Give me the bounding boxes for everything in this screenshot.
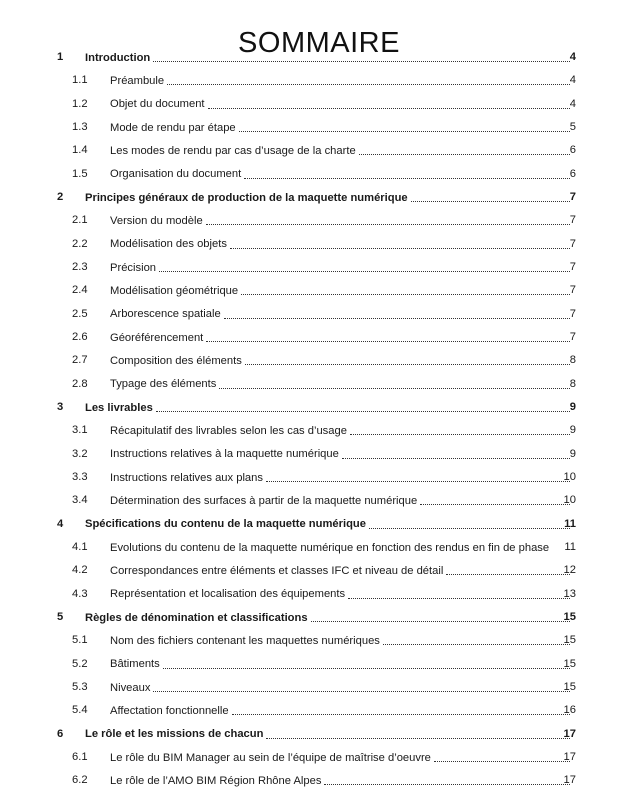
toc-label: Modélisation des objets xyxy=(110,238,227,251)
toc-page-number: 16 xyxy=(563,704,576,717)
dot-leader xyxy=(157,256,572,279)
toc-page-number: 15 xyxy=(563,610,576,623)
toc-page-number: 9 xyxy=(569,447,576,460)
toc-label: Représentation et localisation des équipements xyxy=(110,588,346,601)
toc-entry-3-4[interactable] xyxy=(0,489,638,512)
toc-label: Le rôle de l’AMO BIM Région Rhône Alpes xyxy=(110,774,322,787)
toc-label: Affectation fonctionnelle xyxy=(110,704,229,717)
toc-page-number: 9 xyxy=(569,424,576,437)
toc-page-number: 7 xyxy=(569,237,576,250)
toc-number: 2.7 xyxy=(72,354,88,367)
toc-number: 1.4 xyxy=(72,144,88,157)
dot-leader xyxy=(151,676,572,699)
toc-number: 5.1 xyxy=(72,634,88,647)
toc-label: Version du modèle xyxy=(110,214,203,227)
toc-page-number: 15 xyxy=(563,657,576,670)
dot-leader xyxy=(340,443,572,466)
toc-entry-2-2[interactable] xyxy=(0,233,638,256)
toc-number: 1.3 xyxy=(72,120,88,133)
toc-page-number: 7 xyxy=(569,214,576,227)
toc-page-number: 7 xyxy=(569,190,576,203)
dot-leader xyxy=(309,606,572,629)
toc-label: Objet du document xyxy=(110,98,205,111)
toc-number: 6.1 xyxy=(72,750,88,763)
toc-page-number: 6 xyxy=(569,144,576,157)
toc-entry-1-2[interactable] xyxy=(0,93,638,116)
toc-entry-6[interactable] xyxy=(0,723,638,746)
dot-leader xyxy=(230,699,572,722)
toc-page-number: 15 xyxy=(563,680,576,693)
dot-leader xyxy=(444,559,572,582)
toc-number: 6 xyxy=(57,727,64,740)
dot-leader xyxy=(432,746,572,769)
toc-number: 3 xyxy=(57,400,64,413)
toc-page-number: 7 xyxy=(569,307,576,320)
toc-entry-4[interactable] xyxy=(0,513,638,536)
toc-entry-1-1[interactable] xyxy=(0,69,638,92)
toc-entry-3-2[interactable] xyxy=(0,443,638,466)
dot-leader xyxy=(161,653,572,676)
toc-entry-2-1[interactable] xyxy=(0,209,638,232)
toc-number: 2.4 xyxy=(72,284,88,297)
toc-number: 2 xyxy=(57,190,64,203)
toc-label: Evolutions du contenu de la maquette numérique en fonction des rendus en fin de phase xyxy=(110,541,550,554)
toc-label: Modélisation géométrique xyxy=(110,284,239,297)
dot-leader xyxy=(228,233,572,256)
toc-page-number: 4 xyxy=(569,74,576,87)
toc-entry-2-7[interactable] xyxy=(0,349,638,372)
dot-leader xyxy=(239,279,572,302)
dot-leader xyxy=(151,46,572,69)
toc-entry-1-5[interactable] xyxy=(0,163,638,186)
toc-page-number: 5 xyxy=(569,120,576,133)
toc-number: 2.1 xyxy=(72,214,88,227)
toc-number: 2.2 xyxy=(72,237,88,250)
toc-entry-5[interactable] xyxy=(0,606,638,629)
toc-label: Introduction xyxy=(85,51,151,64)
toc-number: 5.3 xyxy=(72,680,88,693)
dot-leader xyxy=(367,513,572,536)
toc-number: 5.4 xyxy=(72,704,88,717)
toc-page-number: 9 xyxy=(569,400,576,413)
page-title: SOMMAIRE xyxy=(238,27,400,60)
dot-leader xyxy=(165,69,572,92)
toc-entry-2-6[interactable] xyxy=(0,326,638,349)
toc-label: Nom des fichiers contenant les maquettes numériques xyxy=(110,634,380,647)
toc-number: 5 xyxy=(57,610,64,623)
dot-leader xyxy=(381,629,572,652)
dot-leader xyxy=(243,349,572,372)
toc-number: 4.3 xyxy=(72,587,88,600)
toc-number: 3.3 xyxy=(72,470,88,483)
toc-number: 1.2 xyxy=(72,97,88,110)
toc-label: Récapitulatif des livrables selon les cas d’usage xyxy=(110,424,347,437)
toc-entry-2-8[interactable] xyxy=(0,373,638,396)
toc-page-number: 17 xyxy=(563,750,576,763)
toc-number: 4.2 xyxy=(72,564,88,577)
dot-leader xyxy=(154,396,572,419)
toc-page-number: 4 xyxy=(569,51,576,63)
toc-page-number: 11 xyxy=(564,517,576,530)
toc-label: Spécifications du contenu de la maquette numérique xyxy=(85,518,366,531)
toc-label: Correspondances entre éléments et classes IFC et niveau de détail xyxy=(110,564,444,577)
toc-label: Les livrables xyxy=(85,401,153,414)
toc-page-number: 7 xyxy=(569,330,576,343)
toc-entry-6-2[interactable] xyxy=(0,769,638,792)
toc-entry-5-3[interactable] xyxy=(0,676,638,699)
toc-number: 1 xyxy=(57,51,64,63)
toc-page-number: 12 xyxy=(563,564,576,577)
toc-page-number: 13 xyxy=(563,587,576,600)
toc-label: Composition des éléments xyxy=(110,354,242,367)
toc-page-number: 15 xyxy=(563,634,576,647)
toc-label: Arborescence spatiale xyxy=(110,308,221,321)
toc-label: Mode de rendu par étape xyxy=(110,121,236,134)
dot-leader xyxy=(242,163,572,186)
toc-page-number: 7 xyxy=(569,260,576,273)
dot-leader xyxy=(357,139,572,162)
toc-label: Règles de dénomination et classifications xyxy=(85,611,308,624)
toc-label: Détermination des surfaces à partir de la maquette numérique xyxy=(110,494,418,507)
dot-leader xyxy=(348,419,572,442)
toc-entry-5-4[interactable] xyxy=(0,699,638,722)
toc-number: 6.2 xyxy=(72,774,88,787)
toc-label: Niveaux xyxy=(110,681,151,694)
toc-page-number: 4 xyxy=(569,97,576,110)
toc-number: 5.2 xyxy=(72,657,88,670)
toc-entry-2-5[interactable] xyxy=(0,303,638,326)
toc-entry-1[interactable] xyxy=(0,46,638,69)
toc-number: 1.5 xyxy=(72,167,88,180)
dot-leader xyxy=(237,116,572,139)
toc-number: 4 xyxy=(57,517,64,530)
dot-leader xyxy=(206,93,572,116)
dot-leader xyxy=(222,303,572,326)
toc-page-number: 8 xyxy=(569,377,576,390)
toc-label: Instructions relatives aux plans xyxy=(110,471,263,484)
toc-entry-2-4[interactable] xyxy=(0,279,638,302)
toc-page-number: 7 xyxy=(569,284,576,297)
table-of-contents xyxy=(0,46,638,793)
toc-label: Préambule xyxy=(110,74,165,87)
dot-leader xyxy=(264,466,572,489)
toc-label: Le rôle et les missions de chacun xyxy=(85,728,264,741)
toc-label: Précision xyxy=(110,261,157,274)
toc-number: 3.2 xyxy=(72,447,88,460)
toc-entry-2-3[interactable] xyxy=(0,256,638,279)
toc-number: 2.6 xyxy=(72,330,88,343)
toc-entry-3[interactable] xyxy=(0,396,638,419)
toc-page-number: 8 xyxy=(569,354,576,367)
toc-page-number: 6 xyxy=(569,167,576,180)
dot-leader xyxy=(217,373,572,396)
dot-leader xyxy=(264,723,572,746)
dot-leader xyxy=(409,186,572,209)
toc-entry-1-4[interactable] xyxy=(0,139,638,162)
toc-number: 4.1 xyxy=(72,540,88,553)
toc-number: 1.1 xyxy=(72,74,88,87)
toc-number: 3.4 xyxy=(72,494,88,507)
toc-label: Principes généraux de production de la maquette numérique xyxy=(85,191,408,204)
toc-number: 3.1 xyxy=(72,424,88,437)
toc-number: 2.3 xyxy=(72,260,88,273)
toc-number: 2.5 xyxy=(72,307,88,320)
toc-page-number: 17 xyxy=(563,774,576,787)
toc-entry-4-2[interactable] xyxy=(0,559,638,582)
toc-page-number: 11 xyxy=(564,540,576,553)
toc-number: 2.8 xyxy=(72,377,88,390)
dot-leader xyxy=(346,583,572,606)
dot-leader xyxy=(418,489,572,512)
dot-leader xyxy=(322,769,572,792)
toc-entry-3-3[interactable] xyxy=(0,466,638,489)
toc-page-number: 10 xyxy=(563,470,576,483)
toc-entry-4-1[interactable] xyxy=(0,536,638,559)
toc-entry-3-1[interactable] xyxy=(0,419,638,442)
toc-label: Géoréférencement xyxy=(110,331,204,344)
toc-entry-5-1[interactable] xyxy=(0,629,638,652)
toc-entry-5-2[interactable] xyxy=(0,653,638,676)
toc-page-number: 17 xyxy=(563,727,576,740)
dot-leader xyxy=(204,209,572,232)
toc-label: Instructions relatives à la maquette numérique xyxy=(110,448,339,461)
toc-entry-1-3[interactable] xyxy=(0,116,638,139)
toc-entry-4-3[interactable] xyxy=(0,583,638,606)
toc-entry-6-1[interactable] xyxy=(0,746,638,769)
toc-label: Les modes de rendu par cas d’usage de la charte xyxy=(110,144,356,157)
toc-page-number: 10 xyxy=(563,494,576,507)
toc-label: Organisation du document xyxy=(110,168,242,181)
toc-label: Typage des éléments xyxy=(110,378,217,391)
toc-label: Bâtiments xyxy=(110,658,160,671)
dot-leader xyxy=(204,326,572,349)
toc-entry-2[interactable] xyxy=(0,186,638,209)
toc-label: Le rôle du BIM Manager au sein de l’équipe de maîtrise d’oeuvre xyxy=(110,751,431,764)
